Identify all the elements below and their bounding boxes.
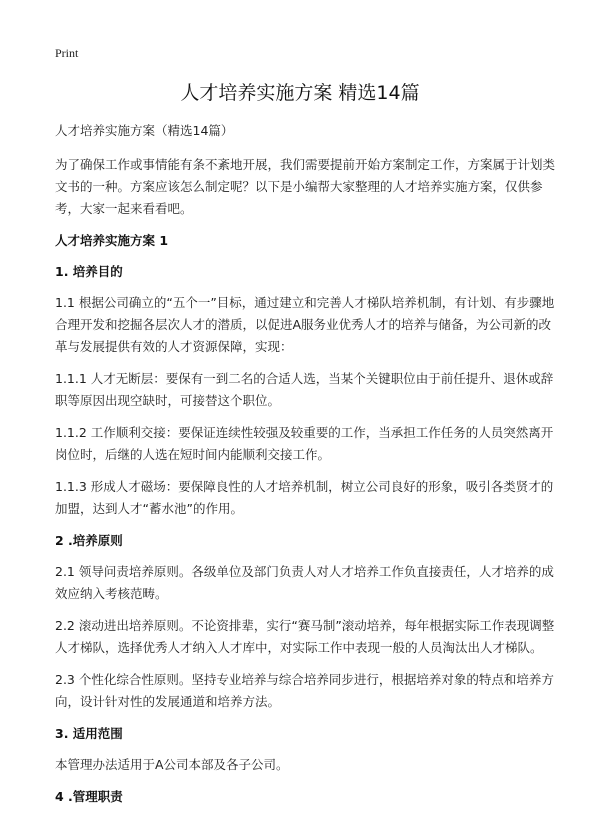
paragraph-2-1: 2.1 领导问责培养原则。各级单位及部门负责人对人才培养工作负直接责任，人才培养的成效应纳入考核范畴。 — [55, 564, 554, 601]
section-heading: 人才培养实施方案 1 — [55, 233, 169, 248]
intro-paragraph: 为了确保工作或事情能有条不紊地开展，我们需要提前开始方案制定工作，方案属于计划类文书的一种。方案应该怎么制定呢？以下是小编帮大家整理的人才培养实施方案，仅供参考，大家一起来看看吧。 — [55, 157, 556, 216]
paragraph-2-2: 2.2 滚动进出培养原则。不论资排辈，实行“赛马制”滚动培养，每年根据实际工作表现调整人才梯队，选择优秀人才纳入人才库中，对实际工作中表现一般的人员淘汰出人才梯队。 — [55, 618, 555, 655]
paragraph-1-1-3: 1.1.3 形成人才磁场：要保障良性的人才培养机制，树立公司良好的形象，吸引各类贤才的加盟，达到人才“蓄水池”的作用。 — [55, 479, 554, 516]
document-title: 人才培养实施方案 精选14篇 — [180, 82, 420, 104]
heading-principles: 2 .培养原则 — [55, 533, 123, 548]
paragraph-1-1: 1.1 根据公司确立的“五个一”目标，通过建立和完善人才梯队培养机制，有计划、有步骤地合理开发和挖掘各层次人才的潜质，以促进A服务业优秀人才的培养与储备，为公司新的改革与发展提供有效的人才资源保障，实现： — [55, 295, 555, 354]
paragraph-2-3: 2.3 个性化综合性原则。坚持专业培养与综合培养同步进行，根据培养对象的特点和培养方向，设计针对性的发展通道和培养方法。 — [55, 672, 554, 709]
document-subtitle: 人才培养实施方案（精选14篇） — [55, 123, 234, 138]
paragraph-1-1-1: 1.1.1 人才无断层：要保有一到二名的合适人选，当某个关键职位由于前任提升、退休或辞职等原因出现空缺时，可接替这个职位。 — [55, 371, 554, 408]
heading-purpose: 1. 培养目的 — [55, 264, 123, 279]
document-body — [55, 120, 555, 817]
paragraph-1-1-2: 1.1.2 工作顺利交接：要保证连续性较强及较重要的工作，当承担工作任务的人员突然离开岗位时，后继的人选在短时间内能顺利交接工作。 — [55, 425, 554, 462]
heading-scope: 3. 适用范围 — [55, 726, 123, 741]
print-label: Print — [55, 46, 79, 60]
paragraph-3: 本管理办法适用于A公司本部及各子公司。 — [55, 757, 289, 772]
heading-responsibilities: 4 .管理职责 — [55, 789, 123, 804]
